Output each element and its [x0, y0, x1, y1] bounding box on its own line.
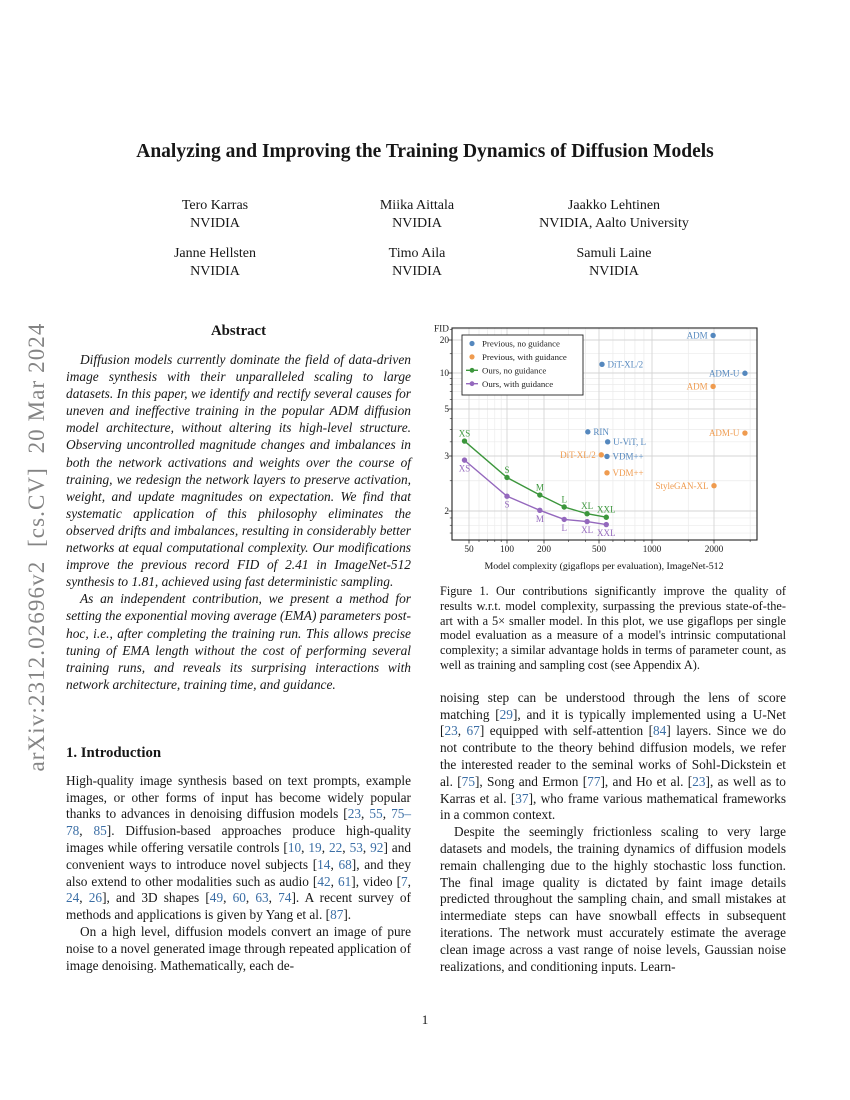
svg-text:5: 5 [444, 405, 449, 416]
citation-link[interactable]: 75 [461, 773, 475, 789]
author-name: Jaakko Lehtinen [567, 198, 661, 213]
svg-text:500: 500 [592, 545, 606, 555]
page-number: 1 [421, 1012, 429, 1027]
author [340, 197, 494, 233]
left-column [66, 323, 411, 974]
abstract-paragraph: Diffusion models currently dominate the field of data-driven image synthesis with their unparalleled scaling to large datasets. In this paper, we identify and rectify several causes for uneven and ineffective training in the popular ADM diffusion model architecture, without altering its high-level structure. Observing uncontrolled magnitude changes and imbalances in both the network activations and weights over the course of training, we redesign the network layers to preserve activation, weight, and update magnitudes on expectation. We find that systematic application of this philosophy eliminates the observed drifts and imbalances, resulting in considerably better networks at equal computational complexity. Our modifications improve the previous record FID of 2.41 in ImageNet-512 synthesis to 1.81, achieved using fast deterministic sampling. [66, 352, 411, 590]
svg-text:S: S [504, 465, 510, 476]
author [90, 245, 340, 281]
citation-link[interactable]: 23 [692, 773, 706, 789]
svg-text:ADM: ADM [686, 381, 708, 392]
citation-link[interactable]: 61 [337, 873, 352, 889]
author [90, 197, 340, 233]
figure1-chart [434, 322, 786, 578]
citation-link[interactable]: 42 [317, 873, 331, 889]
body-paragraph: Despite the seemingly frictionless scaling to very large datasets and models, the training dynamics of diffusion models remain challenging due to the highly stochastic loss function. The final image quality is dictated by faint image details predicted throughout the sampling chain, and small mistakes at intermediate steps can have snowball effects in subsequent iterations. The network must accurately estimate the average clean image across a vast range of noise levels, Gaussian noise realizations, and conditioning inputs. Learn- [440, 824, 786, 974]
svg-text:2000: 2000 [704, 545, 724, 555]
author [340, 245, 494, 281]
svg-text:M: M [535, 482, 544, 493]
author-name: Janne Hellsten [173, 246, 257, 261]
citation-link[interactable]: 29 [499, 706, 513, 722]
citation-link[interactable]: 85 [93, 823, 107, 839]
citation-link[interactable]: 67 [466, 723, 480, 739]
abstract-heading: Abstract [210, 323, 267, 339]
svg-text:DiT-XL/2: DiT-XL/2 [560, 449, 596, 460]
svg-text:L: L [561, 522, 567, 533]
citation-link[interactable]: 84 [653, 723, 667, 739]
svg-text:XL: XL [581, 525, 594, 536]
paper-title: Analyzing and Improving the Training Dynamics of Diffusion Models [136, 141, 714, 162]
svg-text:XS: XS [458, 428, 471, 439]
svg-text:Ours, with guidance: Ours, with guidance [482, 378, 554, 389]
body-paragraph: On a high level, diffusion models convert an image of pure noise to a novel generated image through repeated application of image denoising. Mathematically, each de- [66, 924, 411, 973]
svg-text:Ours, no guidance: Ours, no guidance [482, 365, 547, 376]
author-name: Timo Aila [388, 246, 446, 261]
svg-text:XXL: XXL [597, 528, 616, 539]
author [494, 197, 734, 233]
svg-text:M: M [535, 513, 544, 524]
svg-text:Previous, with guidance: Previous, with guidance [482, 352, 567, 363]
citation-link[interactable]: 92 [370, 840, 384, 856]
svg-text:50: 50 [464, 545, 474, 555]
svg-text:ADM: ADM [686, 330, 708, 341]
svg-text:3: 3 [444, 452, 449, 463]
svg-text:U-ViT, L: U-ViT, L [613, 436, 646, 447]
citation-link[interactable]: 10 [287, 840, 302, 856]
figure-1 [434, 322, 786, 673]
author-affiliation: NVIDIA [392, 264, 442, 279]
citation-link[interactable]: 77 [587, 773, 601, 789]
svg-text:VDM++: VDM++ [612, 451, 644, 462]
svg-text:S: S [504, 499, 510, 510]
svg-text:ADM-U: ADM-U [708, 368, 740, 379]
body-paragraph: noising step can be understood through the lens of score matching [29], and it is typically implemented using a U-Net [23, 67] equipped with self-attention [84] layers. Since we do not contribute to the theory behind diffusion models, we refer the interested reader to the seminal works of Sohl-Dickstein et al. [75], Song and Ermon [77], and Ho et al. [23], as well as to Karras et al. [37], who frame various mathematical frameworks in a common context. [440, 689, 786, 823]
right-column [434, 322, 786, 975]
svg-text:StyleGAN-XL: StyleGAN-XL [655, 480, 709, 491]
author-affiliation: NVIDIA [392, 216, 442, 231]
svg-text:XS: XS [458, 463, 471, 474]
svg-text:2: 2 [444, 507, 449, 518]
svg-text:Previous, no guidance: Previous, no guidance [482, 338, 560, 349]
svg-text:10: 10 [439, 369, 449, 380]
citation-link[interactable]: 26 [88, 890, 103, 906]
citation-link[interactable]: 55 [369, 806, 383, 822]
citation-link[interactable]: 37 [515, 790, 529, 806]
body-paragraph: High-quality image synthesis based on text prompts, example images, or other forms of input has become widely popular thanks to advances in denoising diffusion models [23, 55, 75–78, 85]. Diffusion-based approaches produce high-quality images while offering versatile controls [10, 19, 22, 53, 92] and convenient ways to introduce novel subjects [14, 68], and they also extend to other modalities such as audio [42, 61], video [7, 24, 26], and 3D shapes [49, 60, 63, 74]. A recent survey of methods and applications is given by Yang et al. [87]. [66, 772, 412, 923]
citation-link[interactable]: 74 [278, 890, 292, 906]
svg-text:20: 20 [439, 336, 449, 347]
author-affiliation: NVIDIA [190, 216, 240, 231]
svg-text:100: 100 [500, 545, 514, 555]
svg-text:XXL: XXL [597, 504, 616, 515]
svg-text:1000: 1000 [642, 545, 662, 555]
citation-link[interactable]: 60 [232, 890, 246, 906]
svg-text:200: 200 [537, 545, 551, 555]
author-name: Samuli Laine [576, 246, 652, 261]
author-block [90, 197, 734, 281]
author-affiliation: NVIDIA [589, 264, 639, 279]
citation-link[interactable]: 22 [328, 840, 343, 856]
svg-text:RIN: RIN [593, 426, 609, 437]
citation-link[interactable]: 23 [444, 723, 458, 739]
citation-link[interactable]: 68 [338, 856, 352, 872]
section-heading-introduction: 1. Introduction [66, 744, 162, 761]
citation-link[interactable]: 19 [308, 840, 322, 856]
citation-link[interactable]: 23 [347, 806, 362, 822]
svg-text:ADM-U: ADM-U [708, 428, 740, 439]
svg-text:DiT-XL/2: DiT-XL/2 [607, 359, 644, 370]
svg-text:FID: FID [434, 324, 449, 335]
author-name: Tero Karras [181, 198, 249, 213]
author-affiliation: NVIDIA, Aalto University [539, 216, 689, 231]
svg-text:VDM++: VDM++ [612, 467, 644, 478]
author-name: Miika Aittala [379, 198, 455, 213]
svg-text:XL: XL [581, 501, 594, 512]
svg-text:L: L [561, 494, 567, 505]
abstract-paragraph: As an independent contribution, we present a method for setting the exponential moving average (EMA) parameters post-hoc, i.e., after completing the training run. This allows precise tuning of EMA length without the cost of performing several training runs, and reveals its surprising interactions with network architecture, training time, and guidance. [66, 591, 411, 692]
citation-link[interactable]: 87 [330, 907, 344, 923]
author-affiliation: NVIDIA [190, 264, 240, 279]
author [494, 245, 734, 281]
svg-text:Model complexity (gigaflops pe: Model complexity (gigaflops per evaluation), ImageNet-512 [484, 561, 724, 572]
citation-link[interactable]: 24 [66, 890, 80, 906]
citation-link[interactable]: 14 [317, 856, 331, 872]
citation-link[interactable]: 53 [349, 840, 363, 856]
citation-link[interactable]: 49 [209, 890, 224, 906]
citation-link[interactable]: 75–78 [66, 806, 412, 839]
citation-link[interactable]: 63 [255, 890, 269, 906]
arxiv-watermark: arXiv:2312.02696v2 [cs.CV] 20 Mar 2024 [24, 322, 49, 772]
citation-link[interactable]: 7 [401, 873, 408, 889]
figure1-caption: Figure 1. Our contributions significantly improve the quality of results w.r.t. model complexity, surpassing the previous state-of-the-art with a 5× smaller model. In this plot, we use gigaflops per single model evaluation as a measure of a model's intrinsic computational complexity; a similar advantage holds in terms of parameter count, as well as training and sampling cost (see Appendix A). [440, 584, 786, 672]
